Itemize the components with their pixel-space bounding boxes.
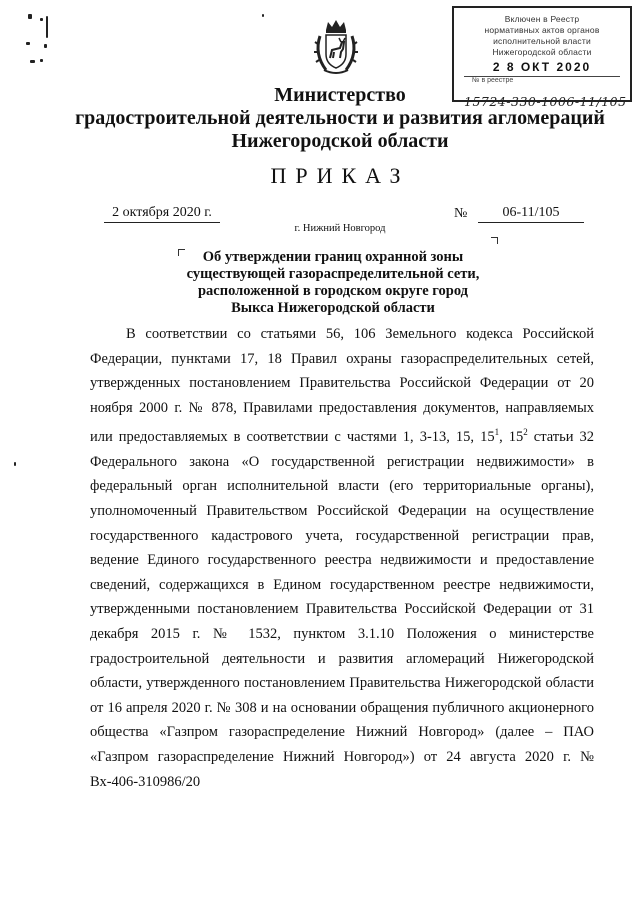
preamble-paragraph <box>90 322 594 794</box>
document-type-title: ПРИКАЗ <box>270 163 410 188</box>
preamble-text: В соответствии со статьями 56, 106 Земельного кодекса Российской Федерации, пунктами 17, 18 Правил охраны газораспределительных сетей, утвержденных постановлением Правительства Российской Федерации от 20 ноября 2000 г. № 878, Правилами предоставления документов, направляемых или предоставляемых в соответствии с частями 1, 3-13, 15, 15 <box>90 326 594 446</box>
order-subject <box>150 249 516 317</box>
registry-number-handwritten: 15724-330-1006-11/105 <box>464 94 627 109</box>
subject-bracket-right <box>491 237 498 244</box>
preamble-text: статьи 32 Федерального закона «О государственной регистрации недвижимости» в федеральный орган исполнительной власти (его территориальные органы), уполномоченный Правительством Российской Федерации на осуществление государственного кадастрового учета, государственной регистрации прав, ведение Единого государственного реестра недвижимости и предоставление сведений, содержащихся в Едином государственном реестре недвижимости, утвержденными постановлением Правительства Российской Федерации от 31 декабря 2015 г. № 1532, пунктом 3.1.10 Положения о министерстве градостроительной деятельности и развития агломераций Нижегородской области, утвержденного постановлением Правительства Нижегородской области от 16 апреля 2020 г. № 308 и на основании обращения публичного акционерного общества «Газпром газораспределение Нижний Новгород» (далее – ПАО «Газпром газораспределение Нижний Новгород») от 24 августа 2020 г. № Вх-406-310986/20 <box>90 429 594 790</box>
coat-of-arms-emblem <box>312 18 360 76</box>
scan-speck <box>46 16 48 38</box>
subject-line: существующей газораспределительной сети, <box>186 266 480 282</box>
ministry-name-line: Нижегородской области <box>231 130 449 152</box>
scan-speck <box>44 44 47 48</box>
ministry-name-line: Министерство <box>274 84 406 106</box>
scan-speck <box>28 14 32 19</box>
scan-speck <box>40 59 43 62</box>
scan-speck <box>26 42 30 45</box>
scan-speck <box>262 14 264 17</box>
scan-speck <box>14 462 16 466</box>
ministry-name-line: градостроительной деятельности и развития агломераций <box>75 107 605 129</box>
number-sign: № <box>454 206 468 221</box>
stamp-line: исполнительной власти <box>493 36 591 46</box>
superscript: 1 <box>494 427 500 438</box>
superscript: 2 <box>523 427 528 438</box>
ministry-name <box>0 84 640 153</box>
stamp-registry-label: № в реестре <box>472 77 514 84</box>
order-date: 2 октября 2020 г. <box>104 205 220 223</box>
stamp-date: 2 8 ОКТ 2020 <box>492 60 592 74</box>
preamble-text: , 15 <box>499 429 524 446</box>
subject-line: Об утверждении границ охранной зоны <box>202 249 464 265</box>
stamp-line: нормативных актов органов <box>484 25 600 35</box>
scan-speck <box>30 60 35 63</box>
scan-speck <box>40 18 43 21</box>
order-number: 06-11/105 <box>478 205 584 223</box>
issue-city: г. Нижний Новгород <box>294 223 386 234</box>
stamp-line: Нижегородской области <box>492 47 592 57</box>
subject-line: Выкса Нижегородской области <box>231 300 435 316</box>
stamp-line: Включен в Реестр <box>504 14 580 24</box>
subject-line: расположенной в городском округе город <box>197 283 468 299</box>
